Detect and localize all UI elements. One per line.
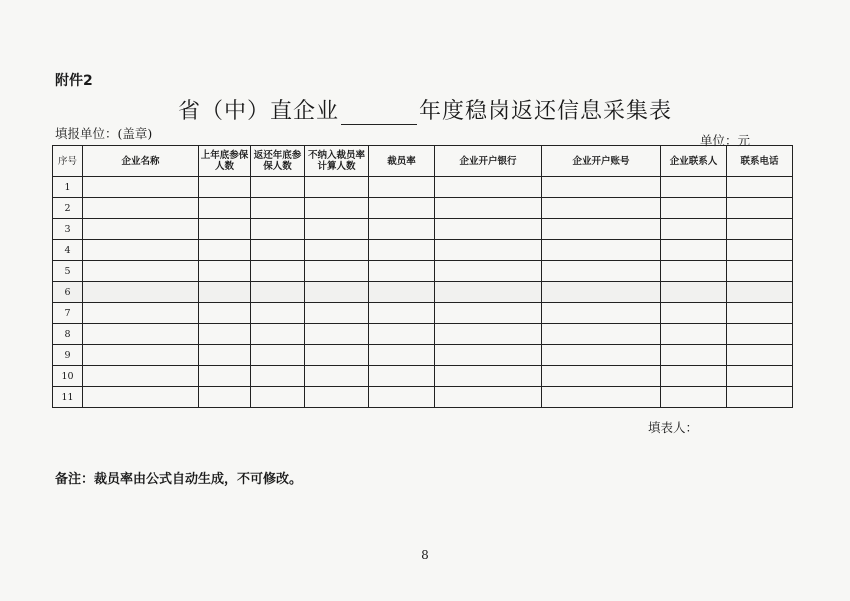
- cell-bank[interactable]: [435, 387, 542, 408]
- cell-phone[interactable]: [727, 345, 793, 366]
- cell-layoff-rate[interactable]: [369, 303, 435, 324]
- table-row: [53, 240, 793, 261]
- cell-account[interactable]: [542, 366, 661, 387]
- cell-account[interactable]: [542, 387, 661, 408]
- cell-prior-insured[interactable]: [199, 219, 251, 240]
- cell-refund-insured[interactable]: [251, 177, 305, 198]
- cell-phone[interactable]: [727, 177, 793, 198]
- cell-company-name[interactable]: [83, 345, 199, 366]
- cell-refund-insured[interactable]: [251, 198, 305, 219]
- cell-company-name[interactable]: [83, 177, 199, 198]
- table-row: [53, 282, 793, 303]
- cell-bank[interactable]: [435, 219, 542, 240]
- cell-account[interactable]: [542, 240, 661, 261]
- row-index-cell: 9: [53, 345, 83, 366]
- cell-contact[interactable]: [661, 366, 727, 387]
- table-row: [53, 177, 793, 198]
- column-header-prior-insured: 上年底参保人数: [199, 146, 251, 177]
- table-row: [53, 387, 793, 408]
- currency-unit-label: 单位：元: [700, 133, 751, 148]
- filled-by-label: 填表人：: [648, 420, 699, 435]
- cell-layoff-rate[interactable]: [369, 219, 435, 240]
- cell-layoff-rate[interactable]: [369, 282, 435, 303]
- data-collection-table: [52, 145, 793, 408]
- cell-contact[interactable]: [661, 198, 727, 219]
- cell-excluded-count[interactable]: [305, 198, 369, 219]
- column-header-bank: 企业开户银行: [435, 146, 542, 177]
- cell-bank[interactable]: [435, 177, 542, 198]
- cell-layoff-rate[interactable]: [369, 177, 435, 198]
- cell-refund-insured[interactable]: [251, 345, 305, 366]
- cell-phone[interactable]: [727, 261, 793, 282]
- column-header-index: 序号: [53, 146, 83, 177]
- cell-company-name[interactable]: [83, 324, 199, 345]
- row-index-cell: 4: [53, 240, 83, 261]
- cell-account[interactable]: [542, 303, 661, 324]
- cell-prior-insured[interactable]: [199, 177, 251, 198]
- cell-refund-insured[interactable]: [251, 219, 305, 240]
- row-index-cell: 8: [53, 324, 83, 345]
- page-title: [0, 94, 850, 125]
- cell-excluded-count[interactable]: [305, 303, 369, 324]
- column-header-layoff-rate: 裁员率: [369, 146, 435, 177]
- cell-excluded-count[interactable]: [305, 324, 369, 345]
- cell-layoff-rate[interactable]: [369, 198, 435, 219]
- cell-company-name[interactable]: [83, 240, 199, 261]
- cell-contact[interactable]: [661, 282, 727, 303]
- table-row: [53, 303, 793, 324]
- row-index-cell: 1: [53, 177, 83, 198]
- cell-excluded-count[interactable]: [305, 177, 369, 198]
- row-index-cell: 3: [53, 219, 83, 240]
- cell-contact[interactable]: [661, 303, 727, 324]
- row-index-cell: 7: [53, 303, 83, 324]
- cell-phone[interactable]: [727, 219, 793, 240]
- cell-refund-insured[interactable]: [251, 324, 305, 345]
- table-row: [53, 198, 793, 219]
- cell-prior-insured[interactable]: [199, 366, 251, 387]
- cell-prior-insured[interactable]: [199, 261, 251, 282]
- column-header-account: 企业开户账号: [542, 146, 661, 177]
- cell-company-name[interactable]: [83, 261, 199, 282]
- cell-excluded-count[interactable]: [305, 366, 369, 387]
- cell-excluded-count[interactable]: [305, 240, 369, 261]
- cell-contact[interactable]: [661, 261, 727, 282]
- page-number: 8: [421, 548, 429, 562]
- cell-bank[interactable]: [435, 324, 542, 345]
- cell-excluded-count[interactable]: [305, 387, 369, 408]
- cell-company-name[interactable]: [83, 387, 199, 408]
- cell-bank[interactable]: [435, 240, 542, 261]
- cell-refund-insured[interactable]: [251, 261, 305, 282]
- year-blank-field[interactable]: [341, 102, 417, 125]
- cell-account[interactable]: [542, 261, 661, 282]
- cell-company-name[interactable]: [83, 282, 199, 303]
- cell-refund-insured[interactable]: [251, 240, 305, 261]
- column-header-phone: 联系电话: [727, 146, 793, 177]
- column-header-excluded-count: 不纳入裁员率计算人数: [305, 146, 369, 177]
- cell-company-name[interactable]: [83, 219, 199, 240]
- row-index-cell: 10: [53, 366, 83, 387]
- table-row: [53, 345, 793, 366]
- row-index-cell: 5: [53, 261, 83, 282]
- cell-prior-insured[interactable]: [199, 387, 251, 408]
- cell-company-name[interactable]: [83, 198, 199, 219]
- cell-layoff-rate[interactable]: [369, 240, 435, 261]
- cell-phone[interactable]: [727, 324, 793, 345]
- cell-excluded-count[interactable]: [305, 282, 369, 303]
- row-index-cell: 11: [53, 387, 83, 408]
- row-index-cell: 6: [53, 282, 83, 303]
- cell-refund-insured[interactable]: [251, 282, 305, 303]
- cell-layoff-rate[interactable]: [369, 387, 435, 408]
- cell-excluded-count[interactable]: [305, 219, 369, 240]
- cell-prior-insured[interactable]: [199, 324, 251, 345]
- cell-contact[interactable]: [661, 177, 727, 198]
- cell-phone[interactable]: [727, 198, 793, 219]
- cell-excluded-count[interactable]: [305, 345, 369, 366]
- cell-phone[interactable]: [727, 303, 793, 324]
- table-row: [53, 261, 793, 282]
- cell-bank[interactable]: [435, 366, 542, 387]
- attachment-label: 附件2: [55, 73, 93, 89]
- cell-account[interactable]: [542, 177, 661, 198]
- cell-layoff-rate[interactable]: [369, 366, 435, 387]
- title-prefix: 省（中）直企业: [177, 99, 339, 124]
- cell-bank[interactable]: [435, 282, 542, 303]
- cell-prior-insured[interactable]: [199, 282, 251, 303]
- cell-prior-insured[interactable]: [199, 303, 251, 324]
- cell-contact[interactable]: [661, 240, 727, 261]
- cell-prior-insured[interactable]: [199, 240, 251, 261]
- cell-company-name[interactable]: [83, 366, 199, 387]
- cell-excluded-count[interactable]: [305, 261, 369, 282]
- cell-company-name[interactable]: [83, 303, 199, 324]
- cell-phone[interactable]: [727, 366, 793, 387]
- cell-contact[interactable]: [661, 324, 727, 345]
- cell-refund-insured[interactable]: [251, 366, 305, 387]
- cell-account[interactable]: [542, 219, 661, 240]
- cell-refund-insured[interactable]: [251, 303, 305, 324]
- cell-prior-insured[interactable]: [199, 198, 251, 219]
- cell-bank[interactable]: [435, 261, 542, 282]
- cell-account[interactable]: [542, 345, 661, 366]
- cell-layoff-rate[interactable]: [369, 345, 435, 366]
- cell-refund-insured[interactable]: [251, 387, 305, 408]
- cell-contact[interactable]: [661, 387, 727, 408]
- filler-unit-label: 填报单位：(盖章): [55, 126, 153, 141]
- cell-contact[interactable]: [661, 345, 727, 366]
- title-suffix: 年度稳岗返还信息采集表: [419, 99, 673, 124]
- table-row: [53, 366, 793, 387]
- row-index-cell: 2: [53, 198, 83, 219]
- remark-note: 备注：裁员率由公式自动生成，不可修改。: [55, 472, 303, 487]
- table-header-row: [53, 146, 793, 177]
- column-header-refund-insured: 返还年底参保人数: [251, 146, 305, 177]
- column-header-contact: 企业联系人: [661, 146, 727, 177]
- cell-bank[interactable]: [435, 345, 542, 366]
- cell-account[interactable]: [542, 324, 661, 345]
- cell-phone[interactable]: [727, 282, 793, 303]
- cell-account[interactable]: [542, 198, 661, 219]
- cell-bank[interactable]: [435, 198, 542, 219]
- cell-contact[interactable]: [661, 219, 727, 240]
- cell-account[interactable]: [542, 282, 661, 303]
- cell-phone[interactable]: [727, 240, 793, 261]
- table-row: [53, 324, 793, 345]
- cell-phone[interactable]: [727, 387, 793, 408]
- table-row: [53, 219, 793, 240]
- column-header-company-name: 企业名称: [83, 146, 199, 177]
- cell-layoff-rate[interactable]: [369, 261, 435, 282]
- cell-prior-insured[interactable]: [199, 345, 251, 366]
- cell-bank[interactable]: [435, 303, 542, 324]
- cell-layoff-rate[interactable]: [369, 324, 435, 345]
